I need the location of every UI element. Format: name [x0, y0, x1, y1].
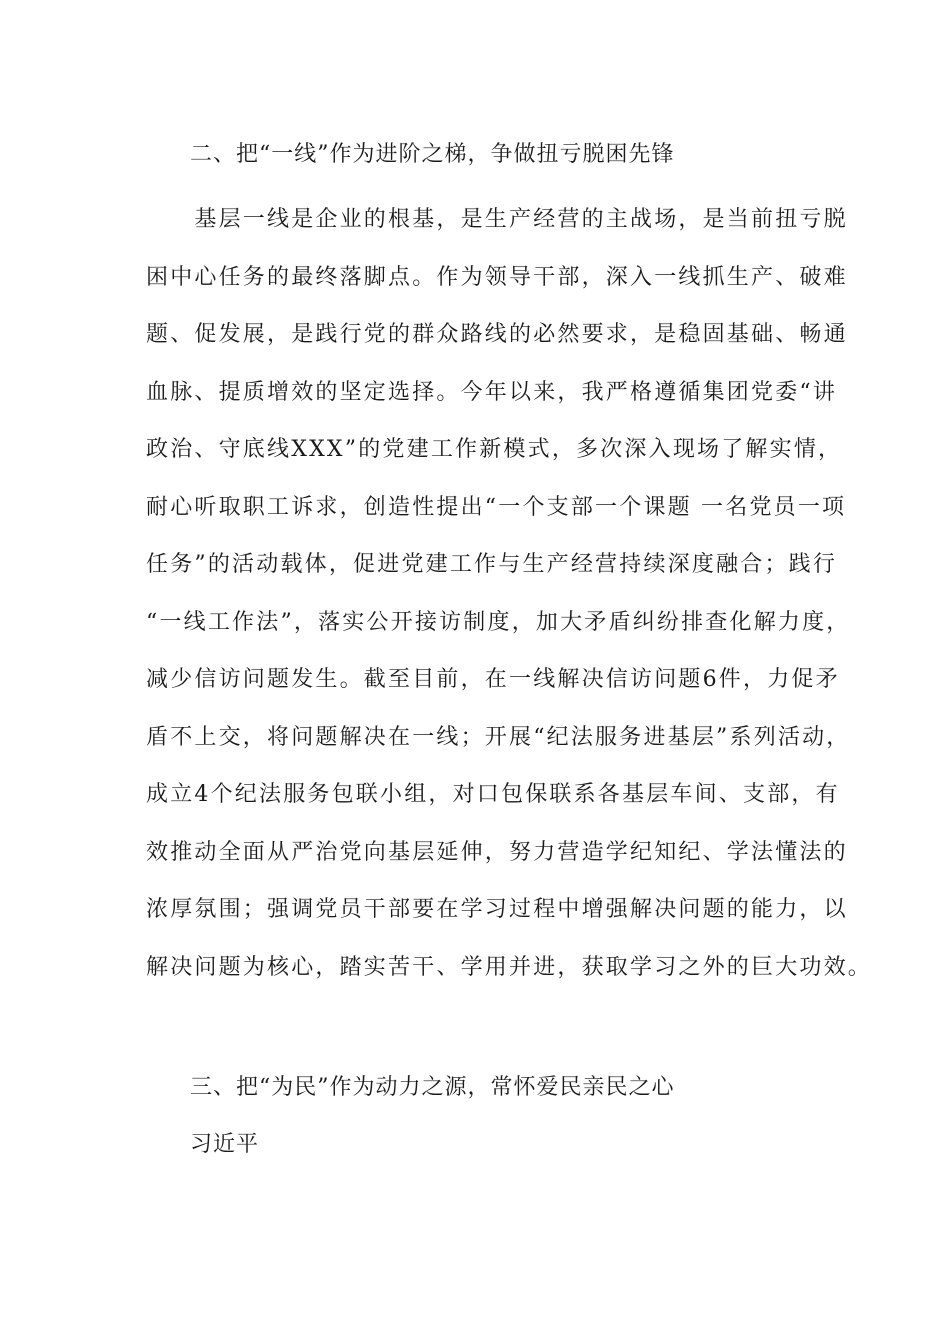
body-line-2: 困中心任务的最终落脚点。作为领导干部，深入一线抓生产、破难	[146, 265, 848, 290]
body-line-13: 浓厚氛围；强调党员干部要在学习过程中增强解决问题的能力，以	[146, 897, 848, 922]
body-line-8: “一线工作法”，落实公开接访制度，加大矛盾纠纷排查化解力度，	[146, 610, 851, 635]
body-line-14: 解决问题为核心，踏实苦干、学用并进，获取学习之外的巨大功效。	[146, 955, 873, 980]
section-3-heading: 三、把“为民”作为动力之源，常怀爱民亲民之心	[190, 1075, 675, 1100]
body-line-7: 任务”的活动载体，促进党建工作与生产经营持续深度融合；践行	[146, 552, 838, 577]
body-line-4: 血脉、提质增效的坚定选择。今年以来，我严格遵循集团党委“讲	[146, 380, 838, 405]
section-2-heading: 二、把“一线”作为进阶之梯，争做扭亏脱困先锋	[190, 142, 675, 167]
body-line-1: 基层一线是企业的根基，是生产经营的主战场，是当前扭亏脱	[146, 207, 848, 232]
body-line-3: 题、促发展，是践行党的群众路线的必然要求，是稳固基础、畅通	[146, 322, 848, 347]
body-line-5: 政治、守底线XXX”的党建工作新模式，多次深入现场了解实情，	[146, 437, 843, 462]
body-line-6: 耐心听取职工诉求，创造性提出“一个支部一个课题 一名党员一项	[146, 495, 847, 520]
body-line-12: 效推动全面从严治党向基层延伸，努力营造学纪知纪、学法懂法的	[146, 840, 848, 865]
body-line-10: 盾不上交，将问题解决在一线；开展“纪法服务进基层”系列活动，	[146, 725, 851, 750]
body-line-11: 成立4个纪法服务包联小组，对口包保联系各基层车间、支部，有	[146, 782, 840, 807]
author-signature: 习近平	[190, 1132, 260, 1157]
body-line-9: 减少信访问题发生。截至目前，在一线解决信访问题6件，力促矛	[146, 667, 840, 692]
